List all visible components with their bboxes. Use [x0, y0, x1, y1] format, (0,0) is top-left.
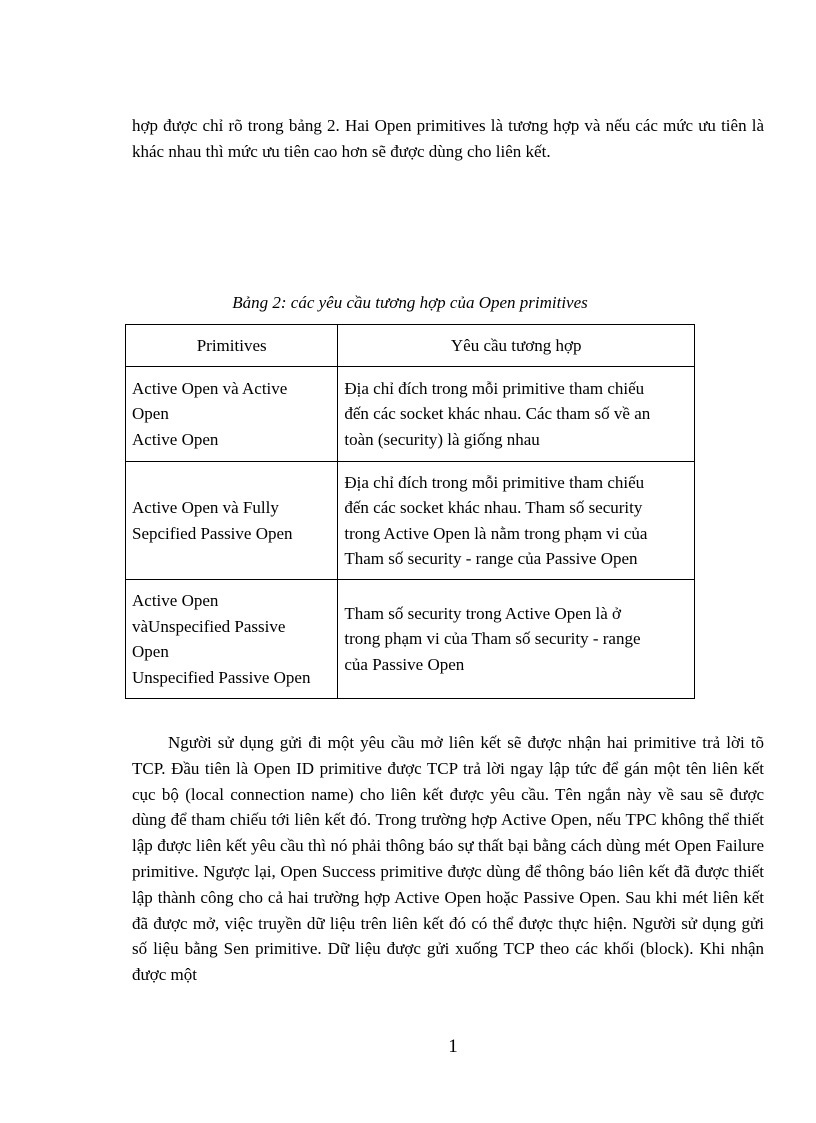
requirement-cell [338, 367, 695, 462]
cell-text: toàn (security) là giống nhau [344, 429, 540, 449]
requirement-cell [338, 580, 695, 699]
primitives-cell [126, 462, 338, 580]
cell-text: Active Open [132, 429, 219, 449]
cell-text: đến các socket khác nhau. Các tham số về an [344, 404, 651, 424]
table-row [126, 462, 695, 580]
table-header-row [126, 325, 695, 367]
cell-text: Active Open và Active [132, 378, 288, 398]
cell-text: vàUnspecified Passive [132, 616, 286, 636]
cell-text: Tham số security trong Active Open là ở [344, 603, 622, 623]
cell-text: Tham số security - range của Passive Open [344, 549, 638, 568]
cell-text: Active Open và Fully [132, 498, 279, 517]
cell-text: Active Open [132, 591, 219, 610]
body-paragraph: Người sử dụng gửi đi một yêu cầu mở liên kết sẽ được nhận hai primitive trả lời tõ TCP. Đầu tiên là Open ID primitive được TCP trả lời ngay lập tức để gán một tên liên kết cục bộ (local connection name) cho liên kết được yêu cầu. Tên ngắn này về sau sẽ được dùng để tham chiếu tới liên kết đó. Trong trường hợp Active Open, nếu TPC không thể thiết lập được liên kết yêu cầu thì nó phải thông báo sự thất bại bằng cách dùng mét Open Failure primitive. Ngược lại, Open Success primitive được dùng để thông báo liên kết đã được thiết lập thành công cho cả hai trường hợp Active Open hoặc Passive Open. Sau khi mét liên kết đã được mở, việc truyền dữ liệu trên liên kết đó có thể được thực hiện. Người sử dụng gửi số liệu bằng Sen primitive. Dữ liệu được gửi xuống TCP theo các khối (block). Khi nhận được một [132, 733, 764, 985]
cell-text: Địa chỉ đích trong mỗi primitive tham chiếu [344, 472, 645, 492]
requirement-cell [338, 462, 695, 580]
compatibility-table [125, 324, 695, 699]
table-row [126, 367, 695, 462]
cell-text: Địa chỉ đích trong mỗi primitive tham chiếu [344, 378, 645, 398]
cell-text: Sepcified Passive Open [132, 523, 293, 543]
header-primitives: Primitives [126, 325, 338, 367]
primitives-cell [126, 580, 338, 699]
header-requirement: Yêu cầu tương hợp [338, 325, 695, 367]
cell-text: đến các socket khác nhau. Tham số security [344, 498, 643, 517]
cell-text: Open [132, 404, 169, 424]
cell-text: trong phạm vi của Tham số security - range [344, 629, 641, 649]
cell-text: Unspecified Passive Open [132, 667, 311, 687]
table-row [126, 580, 695, 699]
cell-text: Open [132, 642, 169, 661]
primitives-cell [126, 367, 338, 462]
page-number: 1 [448, 1036, 458, 1057]
cell-text: của Passive Open [344, 654, 465, 674]
top-paragraph: hợp được chỉ rõ trong bảng 2. Hai Open primitives là tương hợp và nếu các mức ưu tiên là khác nhau thì mức ưu tiên cao hơn sẽ được dùng cho liên kết. [132, 116, 764, 161]
cell-text: trong Active Open là nằm trong phạm vi của [344, 523, 648, 543]
table-caption: Bảng 2: các yêu cầu tương hợp của Open primitives [232, 293, 588, 312]
